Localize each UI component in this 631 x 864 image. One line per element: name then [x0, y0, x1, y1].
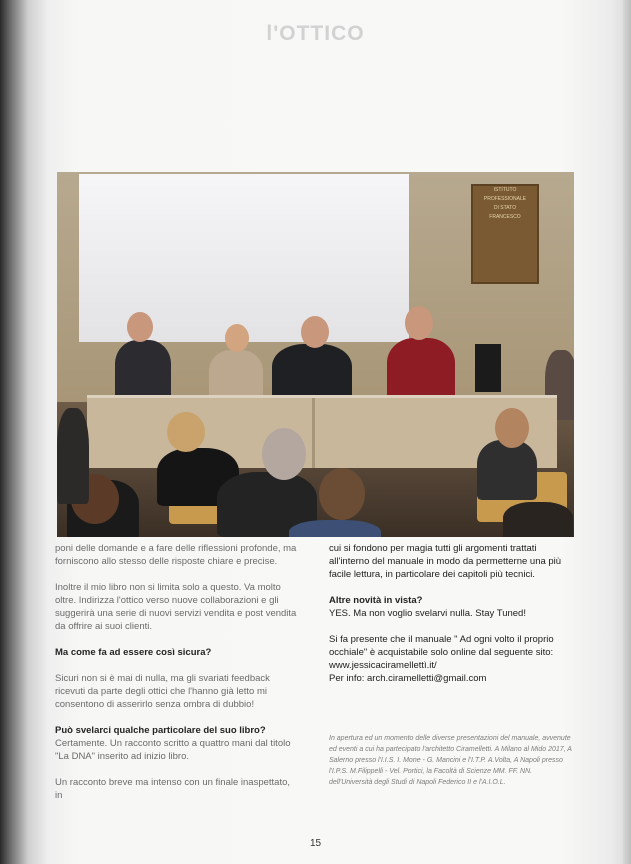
audience-member-head [167, 412, 205, 452]
speaker-1 [115, 340, 171, 400]
paragraph: Si fa presente che il manuale " Ad ogni volto il proprio occhiale" è acquistabile solo online dal seguente sito: www.jessicaciramellettì.it/ [329, 634, 554, 671]
speaker-3-head [301, 316, 329, 348]
speaker-4 [387, 338, 455, 400]
audience-member-head [495, 408, 529, 448]
masthead-title: l'OTTICO [266, 22, 365, 45]
page-edge [623, 0, 631, 864]
plaque-line: DI STATO [493, 205, 517, 211]
plaque-line: PROFESSIONALE [483, 196, 527, 202]
paragraph: poni delle domande e a fare delle riflessioni profonde, ma forniscono allo stesso delle risposte chiare e precise. [55, 543, 297, 567]
audience-member-head [319, 468, 365, 520]
left-column [55, 542, 298, 802]
speaker-4-head [405, 306, 433, 340]
paragraph: Certamente. Un racconto scritto a quattro mani dal titolo "La DNA" inserito ad inizio libro. [55, 738, 291, 762]
institute-plaque [471, 184, 539, 284]
audience-member [289, 520, 381, 537]
photo-caption: In apertura ed un momento delle diverse presentazioni del manuale, avvenute ed eventi a cui ha partecipato l'architetto Ciramelletti. A Milano al Mido 2017, A Salerno presso l'I.I.S. I. Mone - G. Mancini e l'I.T.P. A.Volta, A Napoli presso l'I.P.S. M.Filippelli - Vel. Portici, la Facoltà di Scienze MM. FF. NN. dell'Università degli Studi di Napoli Federico II e l'A.I.O.L. [329, 735, 572, 786]
paragraph: Sicuri non si è mai di nulla, ma gli svariati feedback ricevuti da parte degli ottici che l'hanno già letto mi consentono di asserirlo senza ombra di dubbio! [55, 673, 270, 710]
right-column [329, 542, 575, 685]
paragraph: Inoltre il mio libro non si limita solo a questo. Va molto oltre. Indirizza l'ottico verso nuove collaborazioni e gli suggerirà una serie di nuovi servizi vendita e post vendita da offrire ai suoi clienti. [55, 582, 297, 632]
contact-info: Per info: arch.ciramelletti@gmail.com [329, 673, 487, 684]
computer-monitor [475, 344, 501, 392]
audience-member [477, 440, 537, 500]
presentation-photo [57, 172, 574, 537]
paragraph: YES. Ma non voglio svelarvi nulla. Stay Tuned! [329, 608, 526, 619]
page-number: 15 [309, 838, 322, 849]
paragraph: cui si fondono per magia tutti gli argomenti trattati all'interno del manuale in modo da permetterne una più facile lettura, in particolare dei capitoli più tecnici. [329, 543, 562, 580]
audience-member [57, 408, 89, 504]
projector-screen [79, 174, 409, 342]
question: Può svelarci qualche particolare del suo libro? [55, 725, 266, 736]
question: Altre novità in vista? [329, 595, 423, 606]
audience-member-head [262, 428, 306, 480]
speaker-2-head [225, 324, 249, 352]
question: Ma come fa ad essere così sicura? [55, 647, 212, 658]
plaque-line: FRANCESCO [489, 214, 521, 220]
paragraph: Un racconto breve ma intenso con un finale inaspettato, in [55, 777, 291, 801]
plaque-line: ISTITUTO [493, 187, 517, 193]
audience-member [503, 502, 573, 537]
speaker-3 [272, 344, 352, 400]
speaker-1-head [127, 312, 153, 342]
